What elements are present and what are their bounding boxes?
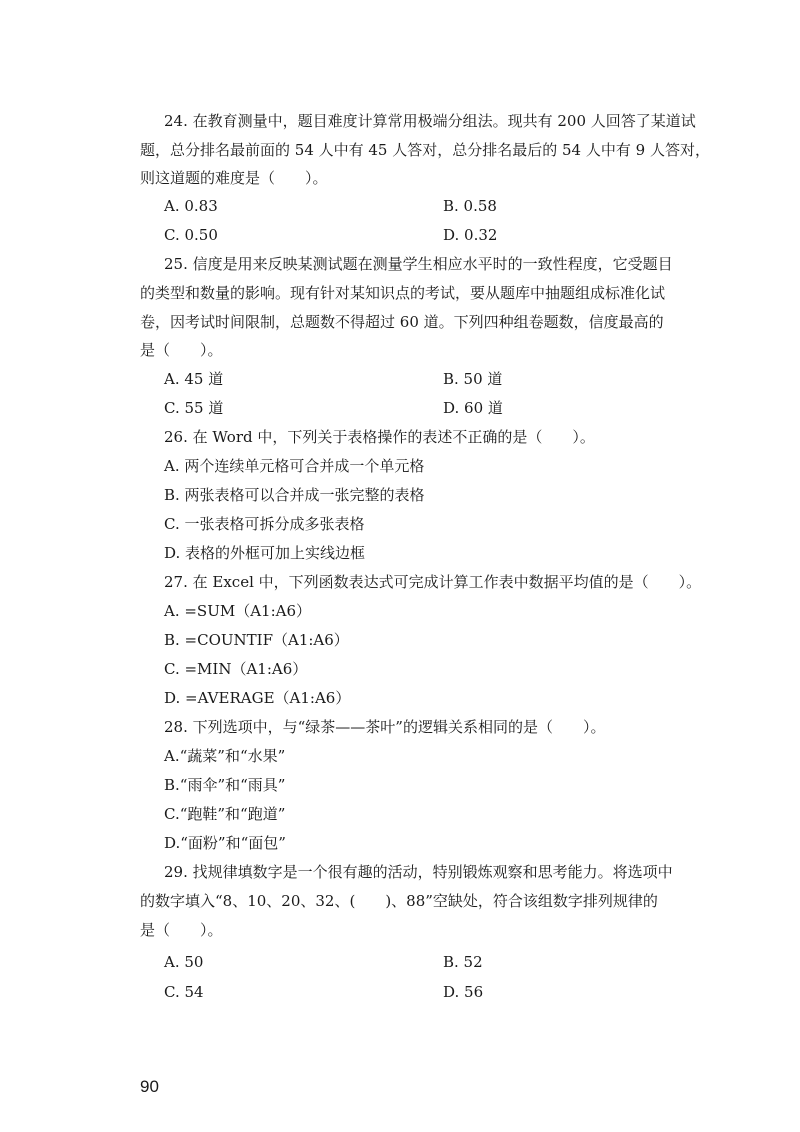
q29-stem-line-2: 的数字填入“8、10、20、32、( )、88”空缺处，符合该组数字排列规律的 [140,892,658,910]
q24-option-b: B. 0.58 [443,197,497,215]
q24-stem-line-1: 24. 在教育测量中，题目难度计算常用极端分组法。现共有 200 人回答了某道试 [164,112,696,130]
q24-option-c: C. 0.50 [164,226,218,244]
q25-option-c: C. 55 道 [164,399,224,417]
q24-stem-line-3: 则这道题的难度是（ ）。 [140,169,328,187]
q24-stem-line-2: 题，总分排名最前面的 54 人中有 45 人答对，总分排名最后的 54 人中有 9 人答对， [140,141,710,159]
q25-option-d: D. 60 道 [443,399,503,417]
q29-option-a: A. 50 [164,953,204,971]
q27-option-c: C. =MIN（A1:A6） [164,660,308,678]
q28-stem-line-1: 28. 下列选项中，与“绿茶——茶叶”的逻辑关系相同的是（ ）。 [164,718,606,736]
q25-stem-line-1: 25. 信度是用来反映某测试题在测量学生相应水平时的一致性程度，它受题目 [164,255,673,273]
q28-option-a: A.“蔬菜”和“水果” [164,747,286,765]
q29-option-c: C. 54 [164,983,204,1001]
q27-option-d: D. =AVERAGE（A1:A6） [164,689,351,707]
q29-option-d: D. 56 [443,983,484,1001]
q29-stem-line-1: 29. 找规律填数字是一个很有趣的活动，特别锻炼观察和思考能力。将选项中 [164,863,673,881]
q29-option-b: B. 52 [443,953,483,971]
q25-stem-line-2: 的类型和数量的影响。现有针对某知识点的考试，要从题库中抽题组成标准化试 [140,284,666,302]
q26-option-d: D. 表格的外框可加上实线边框 [164,544,366,562]
q27-stem-line-1: 27. 在 Excel 中，下列函数表达式可完成计算工作表中数据平均值的是（ ）。 [164,573,702,591]
page-number: 90 [140,1077,159,1096]
q24-option-d: D. 0.32 [443,226,498,244]
q27-option-b: B. =COUNTIF（A1:A6） [164,631,349,649]
q26-option-b: B. 两张表格可以合并成一张完整的表格 [164,486,425,504]
q29-stem-line-3: 是（ ）。 [140,921,223,939]
q28-option-d: D.“面粉”和“面包” [164,834,286,852]
q26-option-a: A. 两个连续单元格可合并成一个单元格 [164,457,425,475]
q25-stem-line-4: 是（ ）。 [140,341,223,359]
q24-option-a: A. 0.83 [164,197,218,215]
q28-option-b: B.“雨伞”和“雨具” [164,776,286,794]
q25-option-a: A. 45 道 [164,370,224,388]
q26-stem-line-1: 26. 在 Word 中，下列关于表格操作的表述不正确的是（ ）。 [164,428,595,446]
q27-option-a: A. =SUM（A1:A6） [164,602,312,620]
q28-option-c: C.“跑鞋”和“跑道” [164,805,286,823]
q25-option-b: B. 50 道 [443,370,503,388]
q26-option-c: C. 一张表格可拆分成多张表格 [164,515,365,533]
q25-stem-line-3: 卷，因考试时间限制，总题数不得超过 60 道。下列四种组卷题数，信度最高的 [140,313,664,331]
